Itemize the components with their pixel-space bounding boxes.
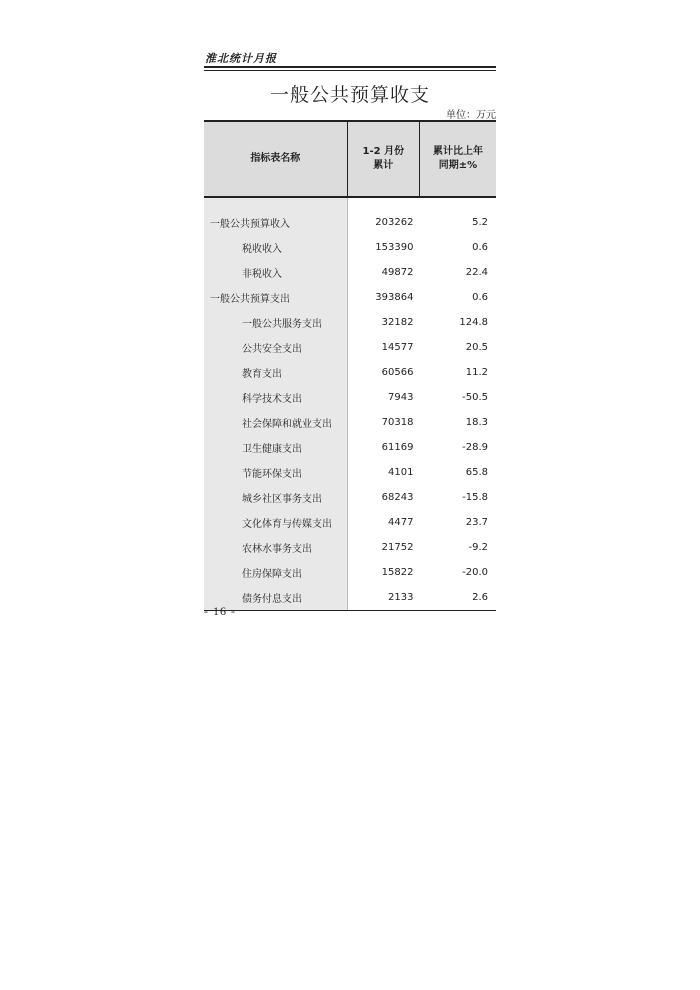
- column-header-cumulative-line2: 累计: [373, 160, 394, 171]
- row-cumulative-value: 4101: [388, 467, 414, 478]
- header-rule-thin: [204, 70, 496, 71]
- running-header-title: 淮北统计月报: [205, 52, 277, 65]
- row-cumulative-value: 32182: [381, 317, 414, 328]
- row-cumulative-value: 203262: [375, 217, 414, 228]
- column-header-cumulative-line1: 1-2 月份: [362, 146, 405, 157]
- row-yoy-change: 23.7: [465, 517, 488, 528]
- row-cumulative-value: 70318: [381, 417, 414, 428]
- table-row: [204, 435, 496, 460]
- row-yoy-change: 11.2: [465, 367, 488, 378]
- budget-table: [204, 120, 496, 611]
- table-row: [204, 360, 496, 385]
- header-rule-thick: [204, 66, 496, 68]
- row-name: 科学技术支出: [204, 385, 347, 410]
- row-yoy-change: 20.5: [465, 342, 488, 353]
- row-name: 节能环保支出: [204, 460, 347, 485]
- row-name: 税收收入: [204, 235, 347, 260]
- page-number: - 16 -: [204, 604, 236, 618]
- row-cumulative-value: 15822: [381, 567, 414, 578]
- table-row: [204, 210, 496, 235]
- row-yoy-change: -20.0: [462, 567, 488, 578]
- row-yoy-change: -9.2: [468, 542, 488, 553]
- row-yoy-change: 5.2: [472, 217, 488, 228]
- row-yoy-change: 0.6: [472, 292, 488, 303]
- column-header-yoy: [419, 121, 496, 197]
- row-name: 一般公共预算支出: [204, 285, 347, 310]
- row-cumulative-value: 393864: [375, 292, 414, 303]
- row-name: 教育支出: [204, 360, 347, 385]
- row-name: 公共安全支出: [204, 335, 347, 360]
- table-row: [204, 335, 496, 360]
- table-row: [204, 285, 496, 310]
- row-name: 一般公共服务支出: [204, 310, 347, 335]
- table-row: [204, 235, 496, 260]
- column-header-yoy-line1: 累计比上年: [432, 146, 483, 157]
- table-spacer-row: [204, 197, 496, 210]
- spacer-cell-yoy: [419, 197, 496, 210]
- row-cumulative-value: 14577: [381, 342, 414, 353]
- table-row: [204, 535, 496, 560]
- row-cumulative-value: 49872: [381, 267, 414, 278]
- row-name: 一般公共预算收入: [204, 210, 347, 235]
- table-row: [204, 485, 496, 510]
- row-name: 农林水事务支出: [204, 535, 347, 560]
- column-header-name: 指标表名称: [204, 121, 347, 197]
- row-cumulative-value: 21752: [381, 542, 414, 553]
- row-name: 城乡社区事务支出: [204, 485, 347, 510]
- row-name: 债务付息支出: [204, 585, 347, 611]
- spacer-cell-name: [204, 197, 347, 210]
- row-yoy-change: 2.6: [419, 585, 496, 611]
- row-yoy-change: 22.4: [465, 267, 488, 278]
- row-yoy-change: 124.8: [459, 317, 488, 328]
- row-name: 住房保障支出: [204, 560, 347, 585]
- row-name: 非税收入: [204, 260, 347, 285]
- table-row: [204, 585, 496, 611]
- row-yoy-change: -15.8: [462, 492, 488, 503]
- table-row: [204, 385, 496, 410]
- table-row: [204, 410, 496, 435]
- row-yoy-change: 0.6: [472, 242, 488, 253]
- table-row: [204, 560, 496, 585]
- row-cumulative-value: 60566: [381, 367, 414, 378]
- row-cumulative-value: 7943: [388, 392, 414, 403]
- row-name: 社会保障和就业支出: [204, 410, 347, 435]
- row-name: 文化体育与传媒支出: [204, 510, 347, 535]
- row-name: 卫生健康支出: [204, 435, 347, 460]
- page-title: 一般公共预算收支: [269, 84, 430, 106]
- column-header-cumulative: [347, 121, 419, 197]
- table-row: [204, 260, 496, 285]
- table-row: [204, 310, 496, 335]
- row-yoy-change: 18.3: [465, 417, 488, 428]
- row-cumulative-value: 4477: [388, 517, 414, 528]
- row-yoy-change: 65.8: [465, 467, 488, 478]
- table-body: [204, 197, 496, 611]
- row-cumulative-value: 68243: [381, 492, 414, 503]
- row-cumulative-value: 2133: [347, 585, 419, 611]
- row-cumulative-value: 153390: [375, 242, 414, 253]
- row-yoy-change: -50.5: [462, 392, 488, 403]
- table-row: [204, 460, 496, 485]
- table-row: [204, 510, 496, 535]
- spacer-cell-value: [347, 197, 419, 210]
- table-header-row: [204, 121, 496, 197]
- row-cumulative-value: 61169: [381, 442, 414, 453]
- row-yoy-change: -28.9: [462, 442, 488, 453]
- column-header-yoy-line2: 同期±%: [438, 160, 478, 171]
- unit-label: 单位：万元: [446, 110, 496, 121]
